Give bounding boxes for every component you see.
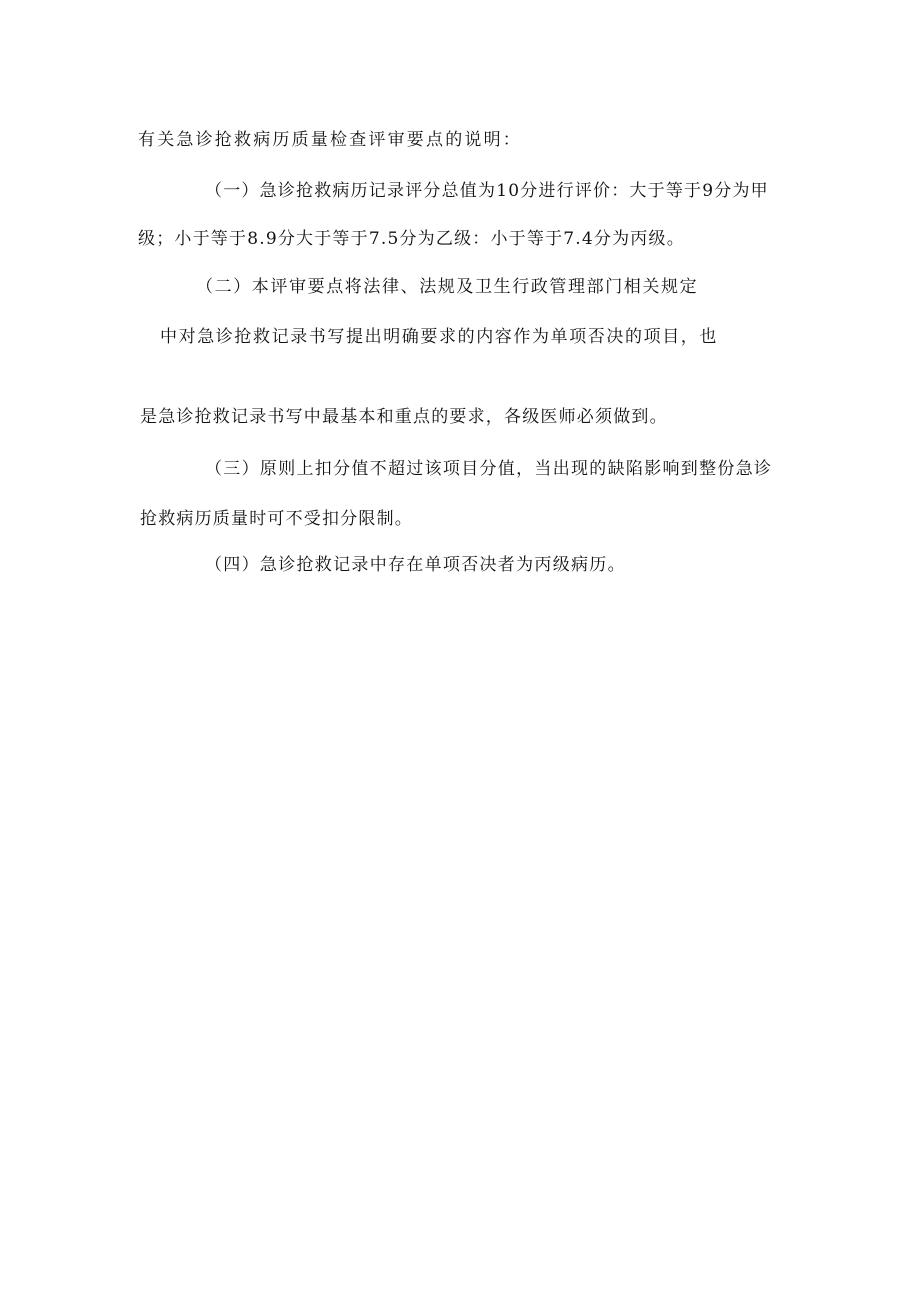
document-heading: 有关急诊抢救病历质量检查评审要点的说明： bbox=[138, 130, 522, 150]
paragraph-2-line-2: 中对急诊抢救记录书写提出明确要求的内容作为单项否决的项目，也 bbox=[160, 327, 718, 347]
paragraph-3-line-2: 抢救病历质量时可不受扣分限制。 bbox=[140, 509, 413, 529]
paragraph-4-line-1: （四）急诊抢救记录中存在单项否决者为丙级病历。 bbox=[205, 555, 626, 575]
paragraph-2-line-3: 是急诊抢救记录书写中最基本和重点的要求，各级医师必须做到。 bbox=[140, 407, 668, 427]
paragraph-3-line-1: （三）原则上扣分值不超过该项目分值，当出现的缺陷影响到整份急诊 bbox=[205, 459, 773, 479]
paragraph-1-line-1: （一）急诊抢救病历记录评分总值为10分进行评价：大于等于9分为甲 bbox=[205, 181, 769, 201]
paragraph-2-line-1: （二）本评审要点将法律、法规及卫生行政管理部门相关规定 bbox=[196, 277, 699, 297]
paragraph-1-line-2: 级；小于等于8.9分大于等于7.5分为乙级：小于等于7.4分为丙级。 bbox=[138, 229, 685, 249]
